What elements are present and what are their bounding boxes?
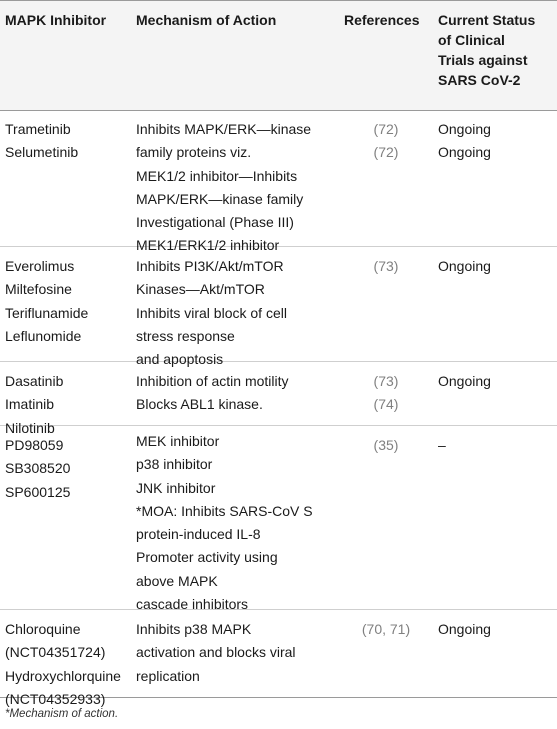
cell-line: Hydroxychlorquine (5, 667, 121, 684)
cell-inhibitor (5, 255, 130, 348)
cell-line: Inhibits viral block of cell (136, 304, 287, 321)
cell-line: protein-induced IL-8 (136, 526, 261, 543)
cell-line: Ongoing (438, 621, 491, 637)
cell-line: activation and blocks viral (136, 644, 296, 661)
cell-line: and apoptosis (136, 351, 224, 368)
cell-inhibitor (5, 618, 130, 711)
header-line: of Clinical (438, 32, 505, 48)
cell-status (438, 370, 554, 393)
header-line: MAPK Inhibitor (5, 12, 107, 28)
header-references (344, 10, 420, 30)
cell-line: – (438, 437, 446, 453)
table-row (0, 362, 557, 436)
cell-line: Kinases—Akt/mTOR (136, 281, 265, 298)
cell-references (344, 434, 428, 457)
cell-line: SB308520 (5, 460, 71, 477)
cell-inhibitor (5, 118, 130, 165)
cell-references (344, 118, 428, 165)
cell-line: SP600125 (5, 483, 71, 500)
cell-mechanism (136, 430, 346, 616)
cell-line: stress response (136, 327, 235, 344)
cell-line: Selumetinib (5, 144, 79, 161)
reference-link[interactable]: (73) (373, 373, 399, 389)
cell-line: Inhibits p38 MAPK (136, 621, 252, 637)
cell-line: MEK1/ERK1/2 inhibitor (136, 237, 280, 254)
cell-line: Ongoing (438, 121, 491, 137)
cell-line: Inhibits PI3K/Akt/mTOR (136, 258, 284, 274)
reference-link[interactable]: (73) (373, 258, 399, 274)
table-footnote: *Mechanism of action. (5, 708, 119, 720)
cell-line: Investigational (Phase III) (136, 214, 294, 231)
cell-mechanism (136, 255, 346, 371)
cell-line: Promoter activity using (136, 549, 278, 566)
cell-references (344, 255, 428, 278)
cell-references (344, 370, 428, 417)
cell-line: family proteins viz. (136, 144, 252, 161)
cell-line: cascade inhibitors (136, 596, 249, 613)
cell-line: Nilotinib (5, 419, 55, 436)
cell-status (438, 255, 554, 278)
reference-link[interactable]: (72) (373, 121, 399, 137)
header-line: Current Status (438, 12, 536, 28)
reference-link[interactable]: (72) (373, 144, 399, 161)
cell-line: Everolimus (5, 258, 75, 274)
cell-status (438, 618, 554, 641)
header-line: Mechanism of Action (136, 12, 277, 28)
header-line: Trials against (438, 52, 528, 68)
cell-line: Dasatinib (5, 373, 64, 389)
reference-link[interactable]: (35) (373, 437, 399, 453)
cell-line: JNK inhibitor (136, 479, 216, 496)
header-line: SARS CoV-2 (438, 72, 521, 88)
header-line: References (344, 12, 420, 28)
cell-mechanism (136, 618, 346, 688)
cell-line: Leflunomide (5, 327, 82, 344)
cell-line: Inhibition of actin motility (136, 373, 289, 389)
cell-line: Imatinib (5, 396, 55, 413)
cell-references (344, 618, 428, 641)
cell-status (438, 118, 554, 165)
cell-line: Inhibits MAPK/ERK—kinase (136, 121, 312, 137)
header-mapk-inhibitor (5, 10, 106, 30)
cell-line: PD98059 (5, 437, 64, 453)
cell-inhibitor (5, 434, 130, 504)
cell-line: replication (136, 667, 200, 684)
cell-line: Teriflunamide (5, 304, 89, 321)
header-mechanism (136, 10, 276, 30)
cell-line: Trametinib (5, 121, 71, 137)
table-row (0, 110, 557, 254)
cell-line: Ongoing (438, 144, 491, 161)
reference-link[interactable]: (70, 71) (361, 621, 411, 637)
cell-line: *MOA: Inhibits SARS-CoV S (136, 502, 313, 519)
header-clinical-status (438, 10, 554, 90)
cell-status (438, 434, 554, 457)
cell-line: Ongoing (438, 373, 491, 389)
cell-line: Chloroquine (5, 621, 81, 637)
cell-line: (NCT04351724) (5, 644, 106, 661)
cell-line: MAPK/ERK—kinase family (136, 190, 304, 207)
cell-line: Ongoing (438, 258, 491, 274)
table-header (0, 0, 557, 111)
cell-line: Miltefosine (5, 281, 72, 298)
reference-link[interactable]: (74) (373, 396, 399, 413)
cell-line: above MAPK (136, 572, 218, 589)
cell-line: MEK1/2 inhibitor—Inhibits (136, 167, 298, 184)
table-row (0, 247, 557, 368)
cell-line: MEK inhibitor (136, 433, 220, 449)
cell-mechanism (136, 118, 346, 258)
cell-line: (NCT04352933) (5, 690, 106, 707)
cell-line: p38 inhibitor (136, 456, 213, 473)
table-row (0, 426, 557, 613)
cell-mechanism (136, 370, 346, 417)
cell-line: Blocks ABL1 kinase. (136, 396, 263, 413)
table-row (0, 610, 557, 707)
